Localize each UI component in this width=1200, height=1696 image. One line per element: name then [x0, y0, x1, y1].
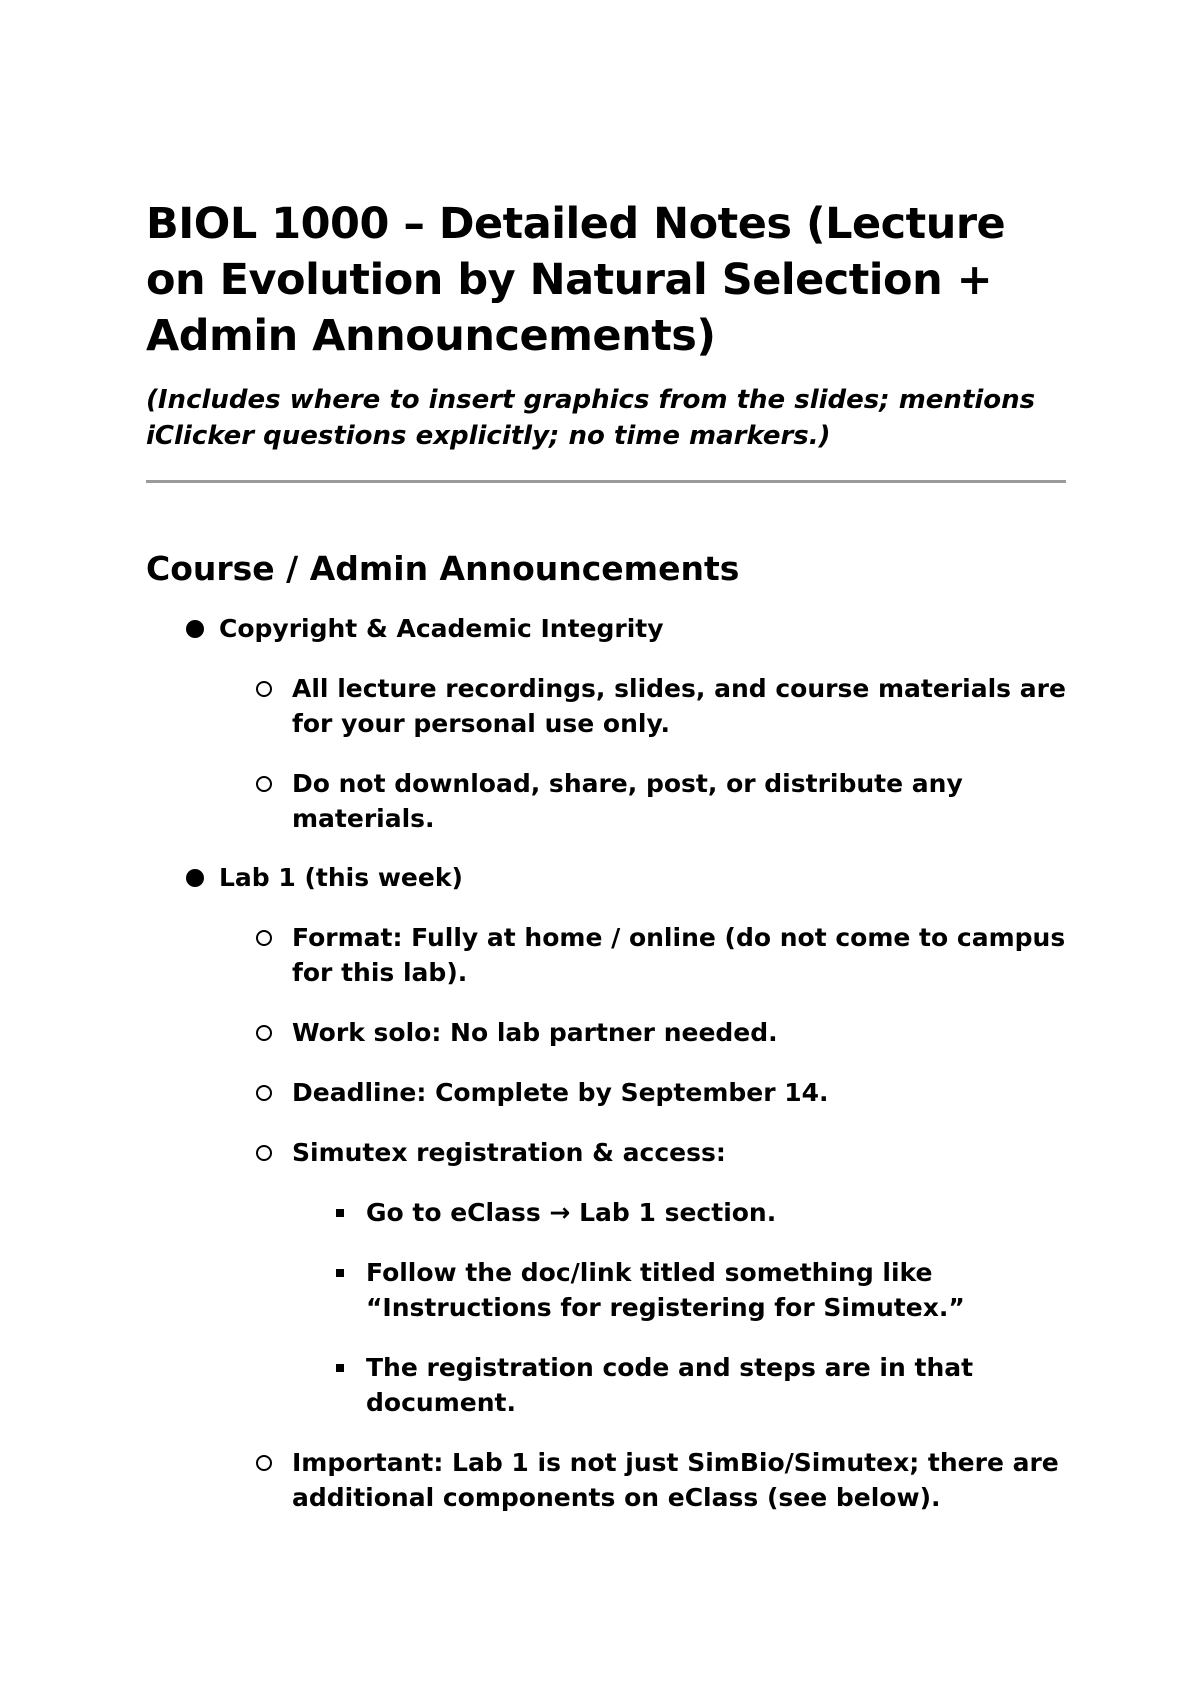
bullet-circle-icon: [256, 766, 272, 801]
bullet-square-icon: [332, 1195, 344, 1230]
list-item-label: Lab 1 (this week): [219, 863, 463, 892]
document-page: [146, 196, 1066, 1515]
list-item: [146, 766, 1066, 836]
list-item-text: Go to eClass → Lab 1 section.: [366, 1198, 777, 1227]
list-item: [146, 1015, 1066, 1050]
horizontal-divider: [146, 480, 1066, 483]
bullet-circle-icon: [256, 671, 272, 706]
list-item: [146, 1135, 1066, 1170]
list-item-text: Format: Fully at home / online (do not come to campus for this lab).: [292, 923, 1066, 987]
section-heading: Course / Admin Announcements: [146, 549, 740, 588]
list-item-text: Deadline: Complete by September 14.: [292, 1078, 829, 1107]
bullet-disc-icon: [186, 611, 204, 646]
list-item: [146, 1195, 1066, 1230]
list-item-text: The registration code and steps are in that document.: [366, 1353, 974, 1417]
bullet-circle-icon: [256, 1015, 272, 1050]
announcements-list: [146, 611, 1066, 1515]
list-item-text: All lecture recordings, slides, and course materials are for your personal use only.: [292, 674, 1066, 738]
bullet-square-icon: [332, 1255, 344, 1290]
list-item: [146, 1350, 1066, 1420]
list-item: [146, 671, 1066, 741]
list-item: [146, 920, 1066, 990]
bullet-circle-icon: [256, 1135, 272, 1170]
list-item-text: Follow the doc/link titled something like “Instructions for registering for Simutex.”: [366, 1258, 965, 1322]
bullet-circle-icon: [256, 1445, 272, 1480]
bullet-square-icon: [332, 1350, 344, 1385]
page-subtitle: (Includes where to insert graphics from the slides; mentions iClicker questions explicitly; no time markers.): [146, 385, 1036, 451]
page-title: BIOL 1000 – Detailed Notes (Lecture on Evolution by Natural Selection + Admin Announcements): [146, 199, 1006, 361]
bullet-circle-icon: [256, 1075, 272, 1110]
list-item: [146, 1255, 1066, 1325]
list-item-text: Simutex registration & access:: [292, 1138, 726, 1167]
list-item: [146, 611, 1066, 646]
bullet-disc-icon: [186, 860, 204, 895]
list-item-text: Work solo: No lab partner needed.: [292, 1018, 778, 1047]
list-item-text: Do not download, share, post, or distribute any materials.: [292, 769, 963, 833]
list-item-text: Important: Lab 1 is not just SimBio/Simutex; there are additional components on eClass (see below).: [292, 1448, 1059, 1512]
list-item-label: Copyright & Academic Integrity: [219, 614, 664, 643]
list-item: [146, 860, 1066, 895]
list-item: [146, 1445, 1066, 1515]
list-item: [146, 1075, 1066, 1110]
bullet-circle-icon: [256, 920, 272, 955]
